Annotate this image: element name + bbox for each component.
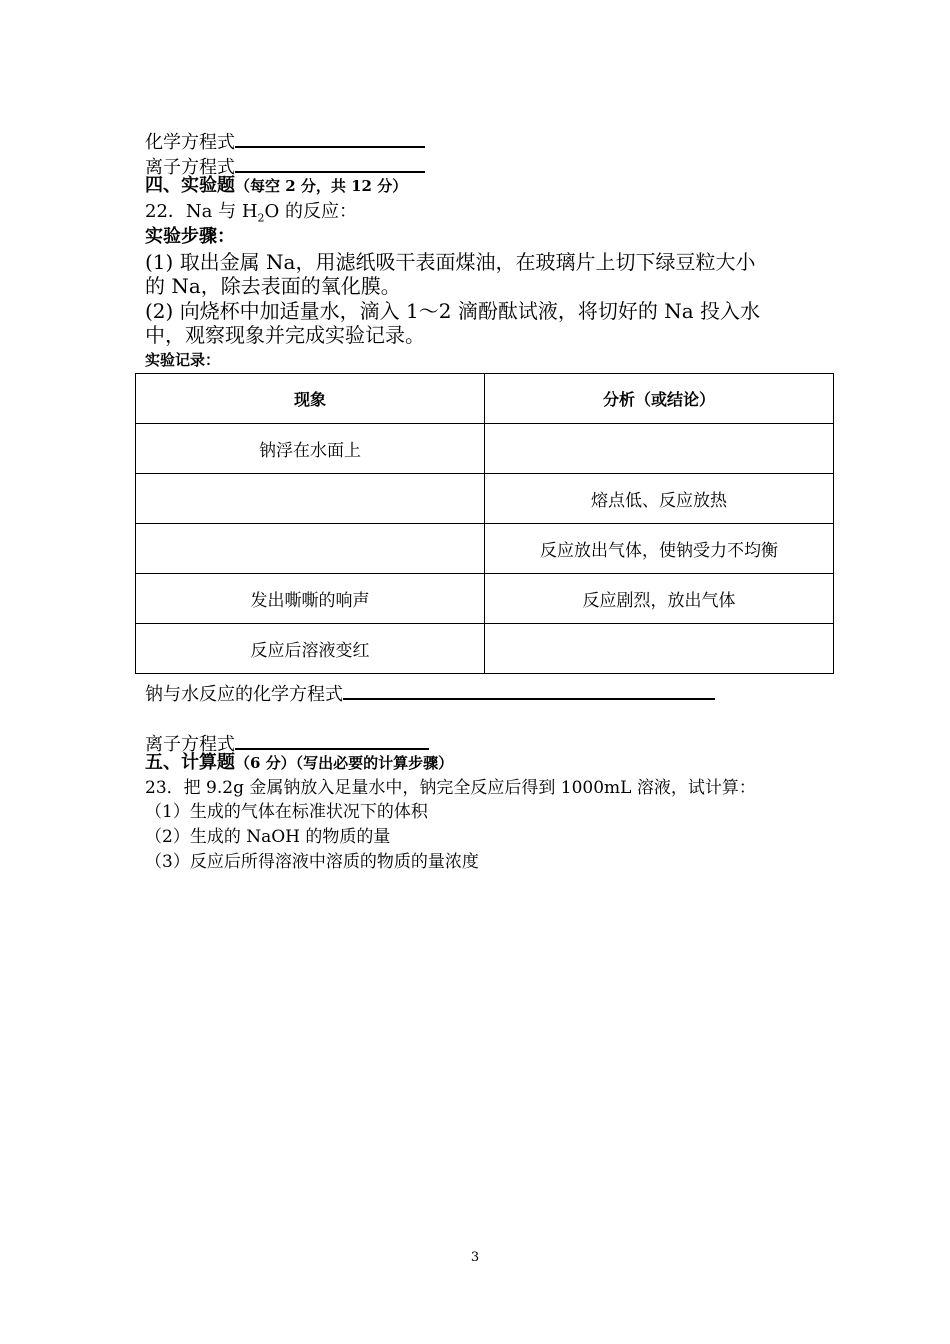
table-row (136, 624, 834, 674)
sodium-water-equation-line (145, 680, 715, 704)
table-row (136, 574, 834, 624)
ion-equation-line (145, 153, 425, 177)
answer-blank[interactable] (235, 153, 425, 173)
chem-equation-line (145, 128, 425, 152)
table-header-row (136, 374, 834, 424)
header-analysis: 分析（或结论） (485, 374, 834, 424)
table-row (136, 474, 834, 524)
header-phenomenon: 现象 (136, 374, 485, 424)
ion-equation-label-2: 离子方程式 (145, 734, 235, 755)
section-5-heading (145, 754, 453, 772)
phenomenon-cell: 反应后溶液变红 (136, 624, 485, 674)
page-number: 3 (470, 1250, 480, 1265)
ion-equation-label: 离子方程式 (145, 157, 235, 178)
record-label: 实验记录： (145, 351, 221, 369)
q22-title: 22．Na 与 $H_2O$ 的反应： (145, 201, 358, 225)
section-4-title: 四、实验题 (145, 175, 235, 196)
table-row (136, 424, 834, 474)
analysis-cell: 熔点低、反应放热 (485, 474, 834, 524)
table-row (136, 524, 834, 574)
answer-blank[interactable] (235, 730, 429, 750)
phenomenon-cell: 钠浮在水面上 (136, 424, 485, 474)
section-5-title: 五、计算题 (145, 752, 235, 773)
section-4-note: （每空 2 分，共 12 分） (235, 177, 408, 195)
step2-line1: (2) 向烧杯中加适量水，滴入 1～2 滴酚酞试液，将切好的 Na 投入水 (145, 299, 760, 323)
steps-label: 实验步骤： (145, 226, 235, 247)
q23-part3: （3）反应后所得溶液中溶质的物质的量浓度 (145, 852, 479, 872)
step2-line2: 中，观察现象并完成实验记录。 (145, 323, 425, 347)
chem-equation-label: 化学方程式 (145, 132, 235, 153)
q23-stem: 23．把 9.2g 金属钠放入足量水中，钠完全反应后得到 1000mL 溶液，试计算： (145, 778, 756, 798)
q23-part1: （1）生成的气体在标准状况下的体积 (145, 802, 428, 822)
analysis-cell[interactable] (485, 424, 834, 474)
section-5-note: （6 分）（写出必要的计算步骤） (235, 754, 454, 772)
sodium-water-equation-label: 钠与水反应的化学方程式 (145, 684, 343, 705)
phenomenon-cell[interactable] (136, 524, 485, 574)
step1-line1: (1) 取出金属 Na，用滤纸吸干表面煤油，在玻璃片上切下绿豆粒大小 (145, 250, 756, 274)
phenomenon-cell: 发出嘶嘶的响声 (136, 574, 485, 624)
ion-equation-line-2 (145, 730, 429, 754)
q23-part2: （2）生成的 NaOH 的物质的量 (145, 827, 391, 847)
analysis-cell: 反应放出气体，使钠受力不均衡 (485, 524, 834, 574)
section-4-heading (145, 177, 407, 195)
analysis-cell: 反应剧烈，放出气体 (485, 574, 834, 624)
analysis-cell[interactable] (485, 624, 834, 674)
answer-blank[interactable] (235, 128, 425, 148)
step1-line2: 的 Na，除去表面的氧化膜。 (145, 274, 401, 298)
phenomenon-cell[interactable] (136, 474, 485, 524)
experiment-record-table (135, 373, 834, 674)
answer-blank[interactable] (343, 680, 715, 700)
